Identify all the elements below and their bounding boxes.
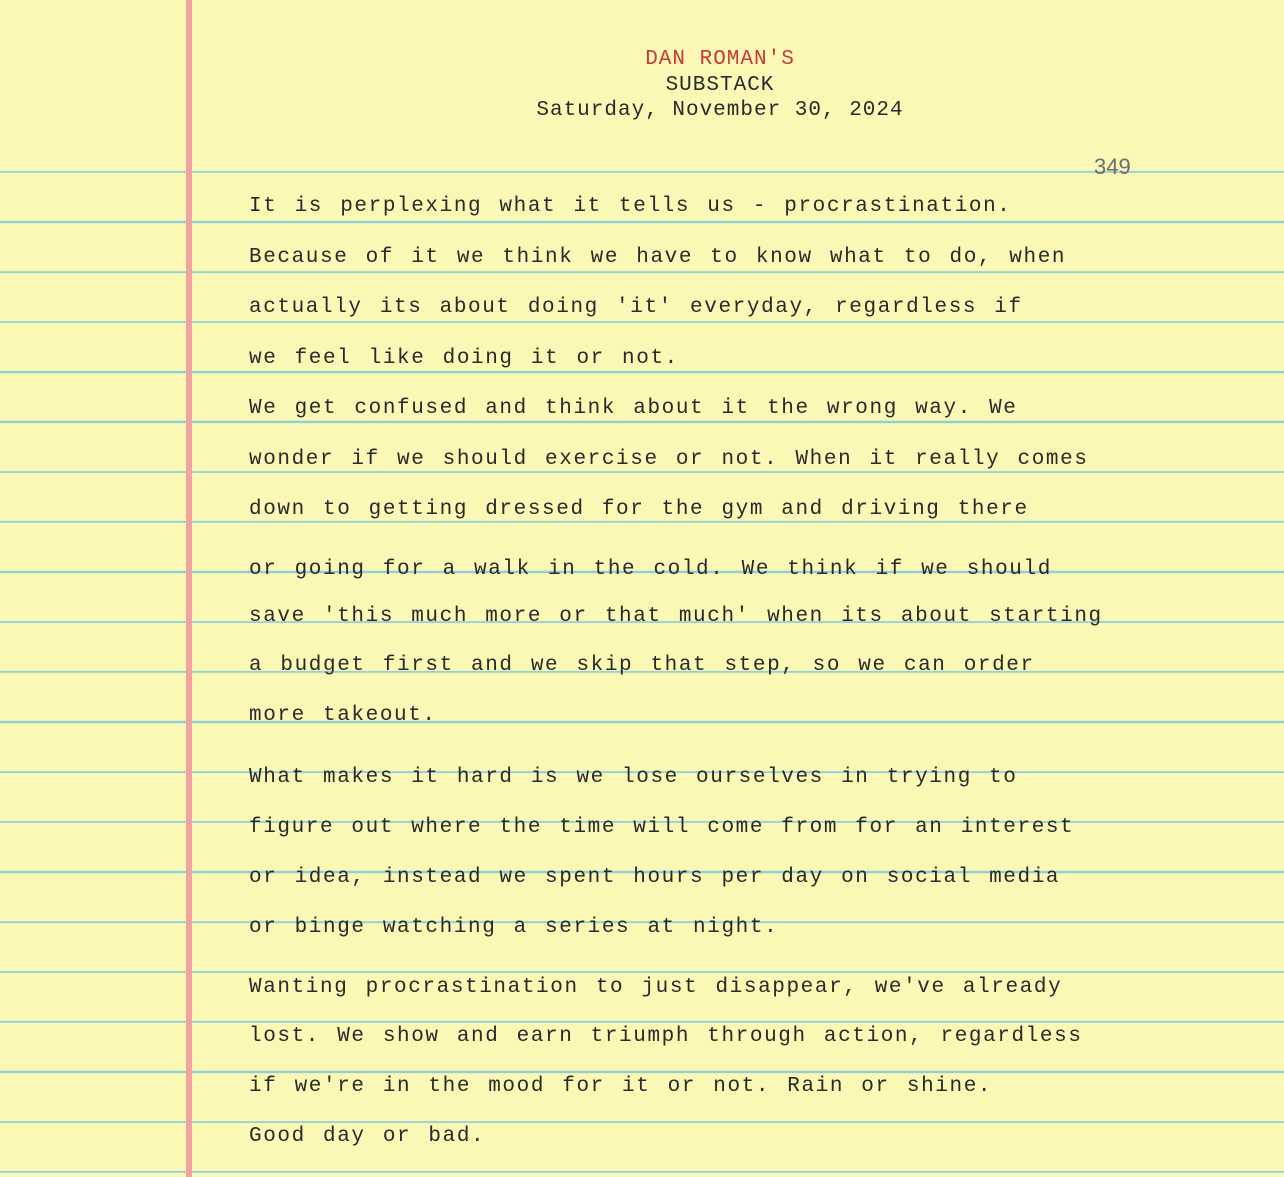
text-line: or idea, instead we spent hours per day on social media [249, 866, 1061, 889]
text-line: actually its about doing 'it' everyday, regardless if [249, 296, 1023, 319]
text-line: save 'this much more or that much' when its about starting [249, 605, 1103, 628]
text-line: more takeout. [249, 704, 437, 727]
page-number: 349 [1094, 154, 1131, 179]
publication-name: SUBSTACK [665, 74, 775, 97]
margin-line [186, 0, 192, 1177]
author-name: DAN ROMAN'S [645, 48, 795, 71]
text-line: or binge watching a series at night. [249, 916, 779, 939]
text-line: It is perplexing what it tells us - procrastination. [249, 195, 1012, 218]
text-line: Wanting procrastination to just disappear, we've already [249, 976, 1063, 999]
text-line: or going for a walk in the cold. We think if we should [249, 558, 1052, 581]
text-line: a budget first and we skip that step, so we can order [249, 654, 1035, 677]
text-line: Good day or bad. [249, 1125, 486, 1148]
date-line: Saturday, November 30, 2024 [536, 99, 904, 122]
text-line: down to getting dressed for the gym and driving there [249, 498, 1029, 521]
text-line: figure out where the time will come from for an interest [249, 816, 1075, 839]
text-line: Because of it we think we have to know what to do, when [249, 246, 1067, 269]
text-line: we feel like doing it or not. [249, 347, 679, 370]
text-line: lost. We show and earn triumph through action, regardless [249, 1025, 1083, 1048]
text-line: What makes it hard is we lose ourselves in trying to [249, 766, 1018, 789]
text-line: We get confused and think about it the wrong way. We [249, 397, 1018, 420]
text-line: if we're in the mood for it or not. Rain or shine. [249, 1075, 993, 1098]
text-line: wonder if we should exercise or not. When it really comes [249, 448, 1089, 471]
